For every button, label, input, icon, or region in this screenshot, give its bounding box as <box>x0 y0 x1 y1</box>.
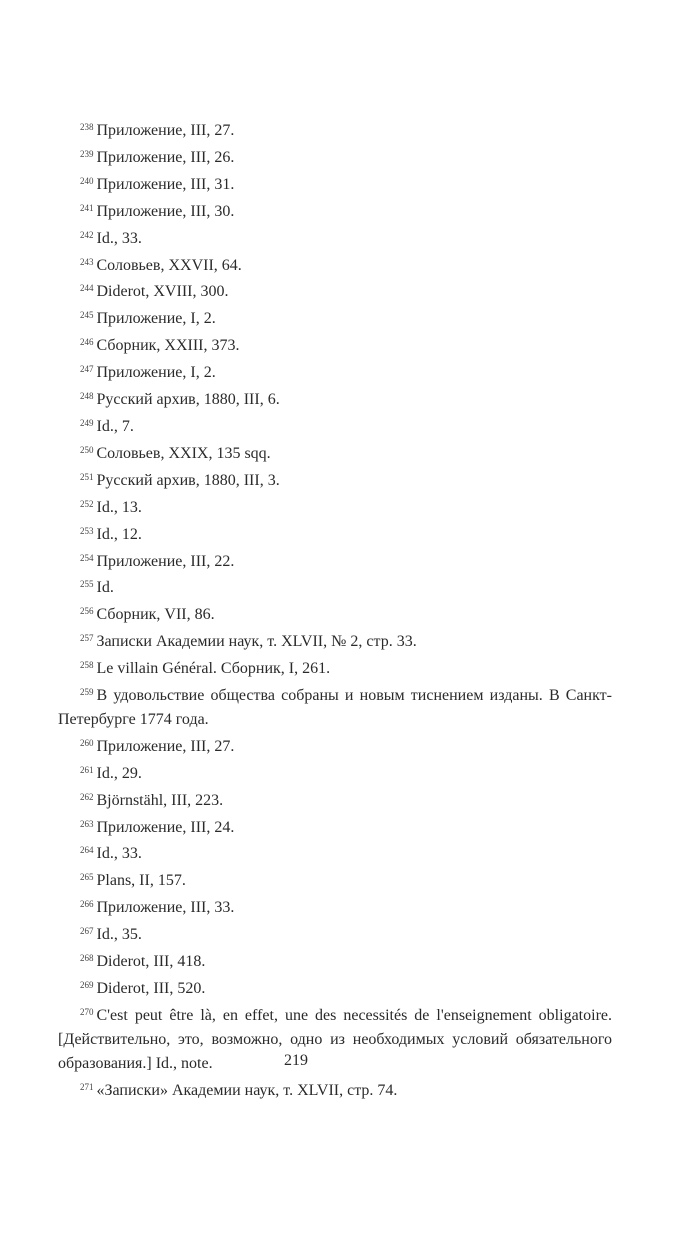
footnote-number: 265 <box>80 872 94 883</box>
footnote-text: Русский архив, 1880, III, 3. <box>96 471 280 489</box>
footnote <box>58 331 612 358</box>
footnote-number: 254 <box>80 552 94 563</box>
footnote-number: 243 <box>80 256 94 267</box>
footnote <box>58 116 612 143</box>
footnote-text: Приложение, III, 30. <box>96 202 235 220</box>
footnote <box>58 197 612 224</box>
footnote-number: 253 <box>80 525 94 536</box>
footnote-number: 242 <box>80 229 94 240</box>
footnote-text: Id., 13. <box>96 498 142 516</box>
footnote <box>58 681 612 732</box>
footnote-number: 245 <box>80 310 94 321</box>
footnote-text: «Записки» Академии наук, т. XLVII, стр. 74. <box>96 1081 398 1099</box>
footnote-number: 256 <box>80 606 94 617</box>
footnote-text: Соловьев, XXIX, 135 sqq. <box>96 444 271 462</box>
footnote-text: Id. <box>96 579 114 597</box>
footnote-number: 263 <box>80 818 94 829</box>
footnote <box>58 412 612 439</box>
footnote-number: 255 <box>80 579 94 590</box>
footnote <box>58 786 612 813</box>
footnote-number: 262 <box>80 791 94 802</box>
footnote <box>58 866 612 893</box>
footnote <box>58 893 612 920</box>
footnote-text: Id., 7. <box>96 417 134 435</box>
footnote-text: Diderot, III, 520. <box>96 980 206 997</box>
footnote <box>58 813 612 840</box>
footnote-number: 259 <box>80 687 94 698</box>
footnote <box>58 304 612 331</box>
footnote-text: Id., 33. <box>96 845 142 863</box>
footnote-number: 251 <box>80 471 94 482</box>
footnote <box>58 920 612 947</box>
footnote-text: Сборник, VII, 86. <box>96 606 215 624</box>
footnote <box>58 277 612 304</box>
footnote-number: 252 <box>80 498 94 509</box>
footnote-number: 264 <box>80 845 94 856</box>
footnote-text: Id., 12. <box>96 525 142 543</box>
footnote <box>58 600 612 627</box>
footnote-number: 248 <box>80 391 94 402</box>
footnote <box>58 1076 612 1103</box>
footnote-number: 271 <box>80 1081 94 1092</box>
footnote-text: Приложение, I, 2. <box>96 364 216 382</box>
footnote-text: Приложение, III, 27. <box>96 122 235 139</box>
footnote-number: 258 <box>80 660 94 671</box>
footnote-number: 257 <box>80 633 94 644</box>
footnote <box>58 654 612 681</box>
footnote <box>58 732 612 759</box>
footnote-number: 247 <box>80 364 94 375</box>
footnote <box>58 974 612 1001</box>
footnotes <box>58 116 612 1103</box>
footnote-text: Id., 29. <box>96 764 142 782</box>
footnote-text: Записки Академии наук, т. XLVII, № 2, стр. 33. <box>96 633 417 651</box>
footnote-text: C'est peut être là, en effet, une des necessités de l'enseignement obligatoire. [Действительно, это, возможно, одно из необходимых условий обязательного образования.] Id., note. <box>58 1006 612 1072</box>
footnote-text: Приложение, III, 26. <box>96 148 235 166</box>
footnote-number: 261 <box>80 764 94 775</box>
footnote-text: Приложение, III, 31. <box>96 175 235 193</box>
footnote-text: Русский архив, 1880, III, 6. <box>96 391 280 409</box>
footnote <box>58 466 612 493</box>
footnote-number: 270 <box>80 1006 94 1017</box>
footnote <box>58 439 612 466</box>
footnote-number: 241 <box>80 202 94 213</box>
footnote-number: 266 <box>80 899 94 910</box>
footnote-number: 249 <box>80 417 94 428</box>
footnote-number: 267 <box>80 926 94 937</box>
footnote-number: 246 <box>80 337 94 348</box>
footnote-text: Соловьев, XXVII, 64. <box>96 256 242 274</box>
footnote <box>58 573 612 600</box>
footnote-number: 240 <box>80 175 94 186</box>
footnote <box>58 627 612 654</box>
footnote <box>58 759 612 786</box>
footnote-number: 269 <box>80 980 94 990</box>
footnote-text: Id., 33. <box>96 229 142 247</box>
footnote-number: 250 <box>80 444 94 455</box>
footnote-text: Приложение, III, 33. <box>96 899 235 917</box>
footnote-text: Plans, II, 157. <box>96 872 186 890</box>
footnote <box>58 143 612 170</box>
footnote-number: 239 <box>80 148 94 159</box>
footnote <box>58 170 612 197</box>
footnote <box>58 947 612 974</box>
footnote <box>58 358 612 385</box>
footnote-text: В удовольствие общества собраны и новым тиснением изданы. В Санкт-Петербурге 1774 года. <box>58 687 612 728</box>
footnote <box>58 224 612 251</box>
footnote-number: 244 <box>80 283 94 294</box>
footnote-text: Сборник, XXIII, 373. <box>96 337 240 355</box>
footnote <box>58 520 612 547</box>
footnote-text: Приложение, III, 24. <box>96 818 235 836</box>
footnote <box>58 251 612 278</box>
footnote-number: 238 <box>80 122 94 132</box>
footnote-text: Diderot, III, 418. <box>96 953 206 971</box>
footnote-text: Приложение, III, 22. <box>96 552 235 570</box>
footnote-number: 260 <box>80 737 94 748</box>
page-number: 219 <box>284 1052 308 1069</box>
footnote <box>58 385 612 412</box>
footnote-text: Diderot, XVIII, 300. <box>96 283 229 301</box>
footnote-text: Приложение, I, 2. <box>96 310 216 328</box>
footnote-text: Björnstähl, III, 223. <box>96 791 224 809</box>
footnote <box>58 547 612 574</box>
footnote <box>58 839 612 866</box>
footnote-text: Приложение, III, 27. <box>96 737 235 755</box>
footnote <box>58 493 612 520</box>
footnote-number: 268 <box>80 953 94 964</box>
footnote-text: Id., 35. <box>96 926 142 944</box>
footnote-text: Le villain Général. Сборник, I, 261. <box>96 660 331 678</box>
